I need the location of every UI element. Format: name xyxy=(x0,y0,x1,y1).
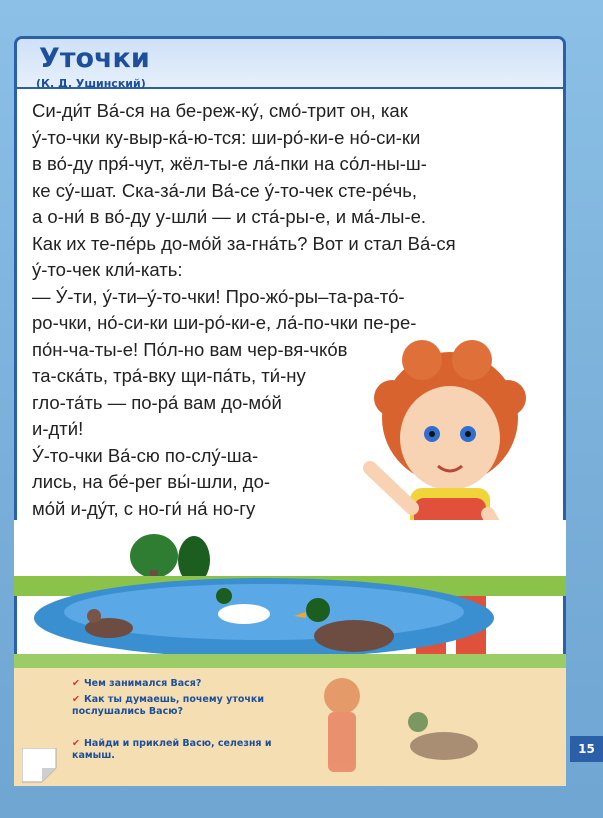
story-line: по́н-ча-ты-е! По́л-но вам чер-вя-чко́в xyxy=(32,338,348,360)
page-curl-icon xyxy=(22,748,62,784)
pond-scene xyxy=(14,520,566,668)
story-line: Как их те-пе́рь до-мо́й за-гна́ть? Вот и стал Ва́-ся xyxy=(32,232,456,254)
question-3: ✔ Найди и приклей Васю, селезня и камыш. xyxy=(72,738,272,761)
story-line: Си-ди́т Ва́-ся на бе-реж-ку́, смо́-трит он, как xyxy=(32,100,408,121)
story-line: ро-чки, но́-си-ки ши-ро́-ки-е, ла́-по-чки пе-ре- xyxy=(32,312,417,333)
story-line: та-ска́ть, тра́-вку щи-па́ть, ти́-ну xyxy=(32,365,306,386)
questions-panel xyxy=(14,668,566,786)
question-2: ✔ Как ты думаешь, почему уточки послушались Васю? xyxy=(72,694,264,717)
check-icon: ✔ xyxy=(72,694,80,705)
story-line: и-дти́! xyxy=(32,418,84,439)
question-1: ✔ Чем занимался Вася? xyxy=(72,678,202,689)
sticker-placeholder xyxy=(314,672,494,782)
story-line: У́-то-чки Ва́-сю по-слу́-ша- xyxy=(32,444,259,466)
story-line: а о-ни́ в во́-ду у-шли́ — и ста́-ры-е, и ма́-лы-е. xyxy=(32,206,427,227)
check-icon: ✔ xyxy=(72,738,80,749)
story-line: — У́-ти, у́-ти–у́-то-чки! Про-жо́-ры–та-ра-то́- xyxy=(32,285,405,307)
story-line: мо́й и-ду́т, с но-ги́ на́ но-гу xyxy=(32,497,256,519)
story-line: у́-то-чки ку-выр-ка́-ю-тся: ши-ро́-ки-е но́-си-ки xyxy=(32,126,421,148)
story-line: ке су́-шат. Ска-за́-ли Ва́-се у́-то-чек сте-ре́чь, xyxy=(32,179,418,201)
page-title: Уточки xyxy=(39,43,150,74)
story-line: лись, на бе́-рег вы́-шли, до- xyxy=(32,471,271,492)
story-line: гло-та́ть — по-ра́ вам до-мо́й xyxy=(32,391,282,413)
story-line: у́-то-чек кли́-кать: xyxy=(32,259,183,280)
story-line: в во́-ду пря́-чут, жёл-ты-е ла́-пки на со́л-ны-ш- xyxy=(32,153,427,174)
page-number: 15 xyxy=(570,736,603,762)
author: (К. Д. Ушинский) xyxy=(36,77,146,90)
check-icon: ✔ xyxy=(72,678,80,689)
